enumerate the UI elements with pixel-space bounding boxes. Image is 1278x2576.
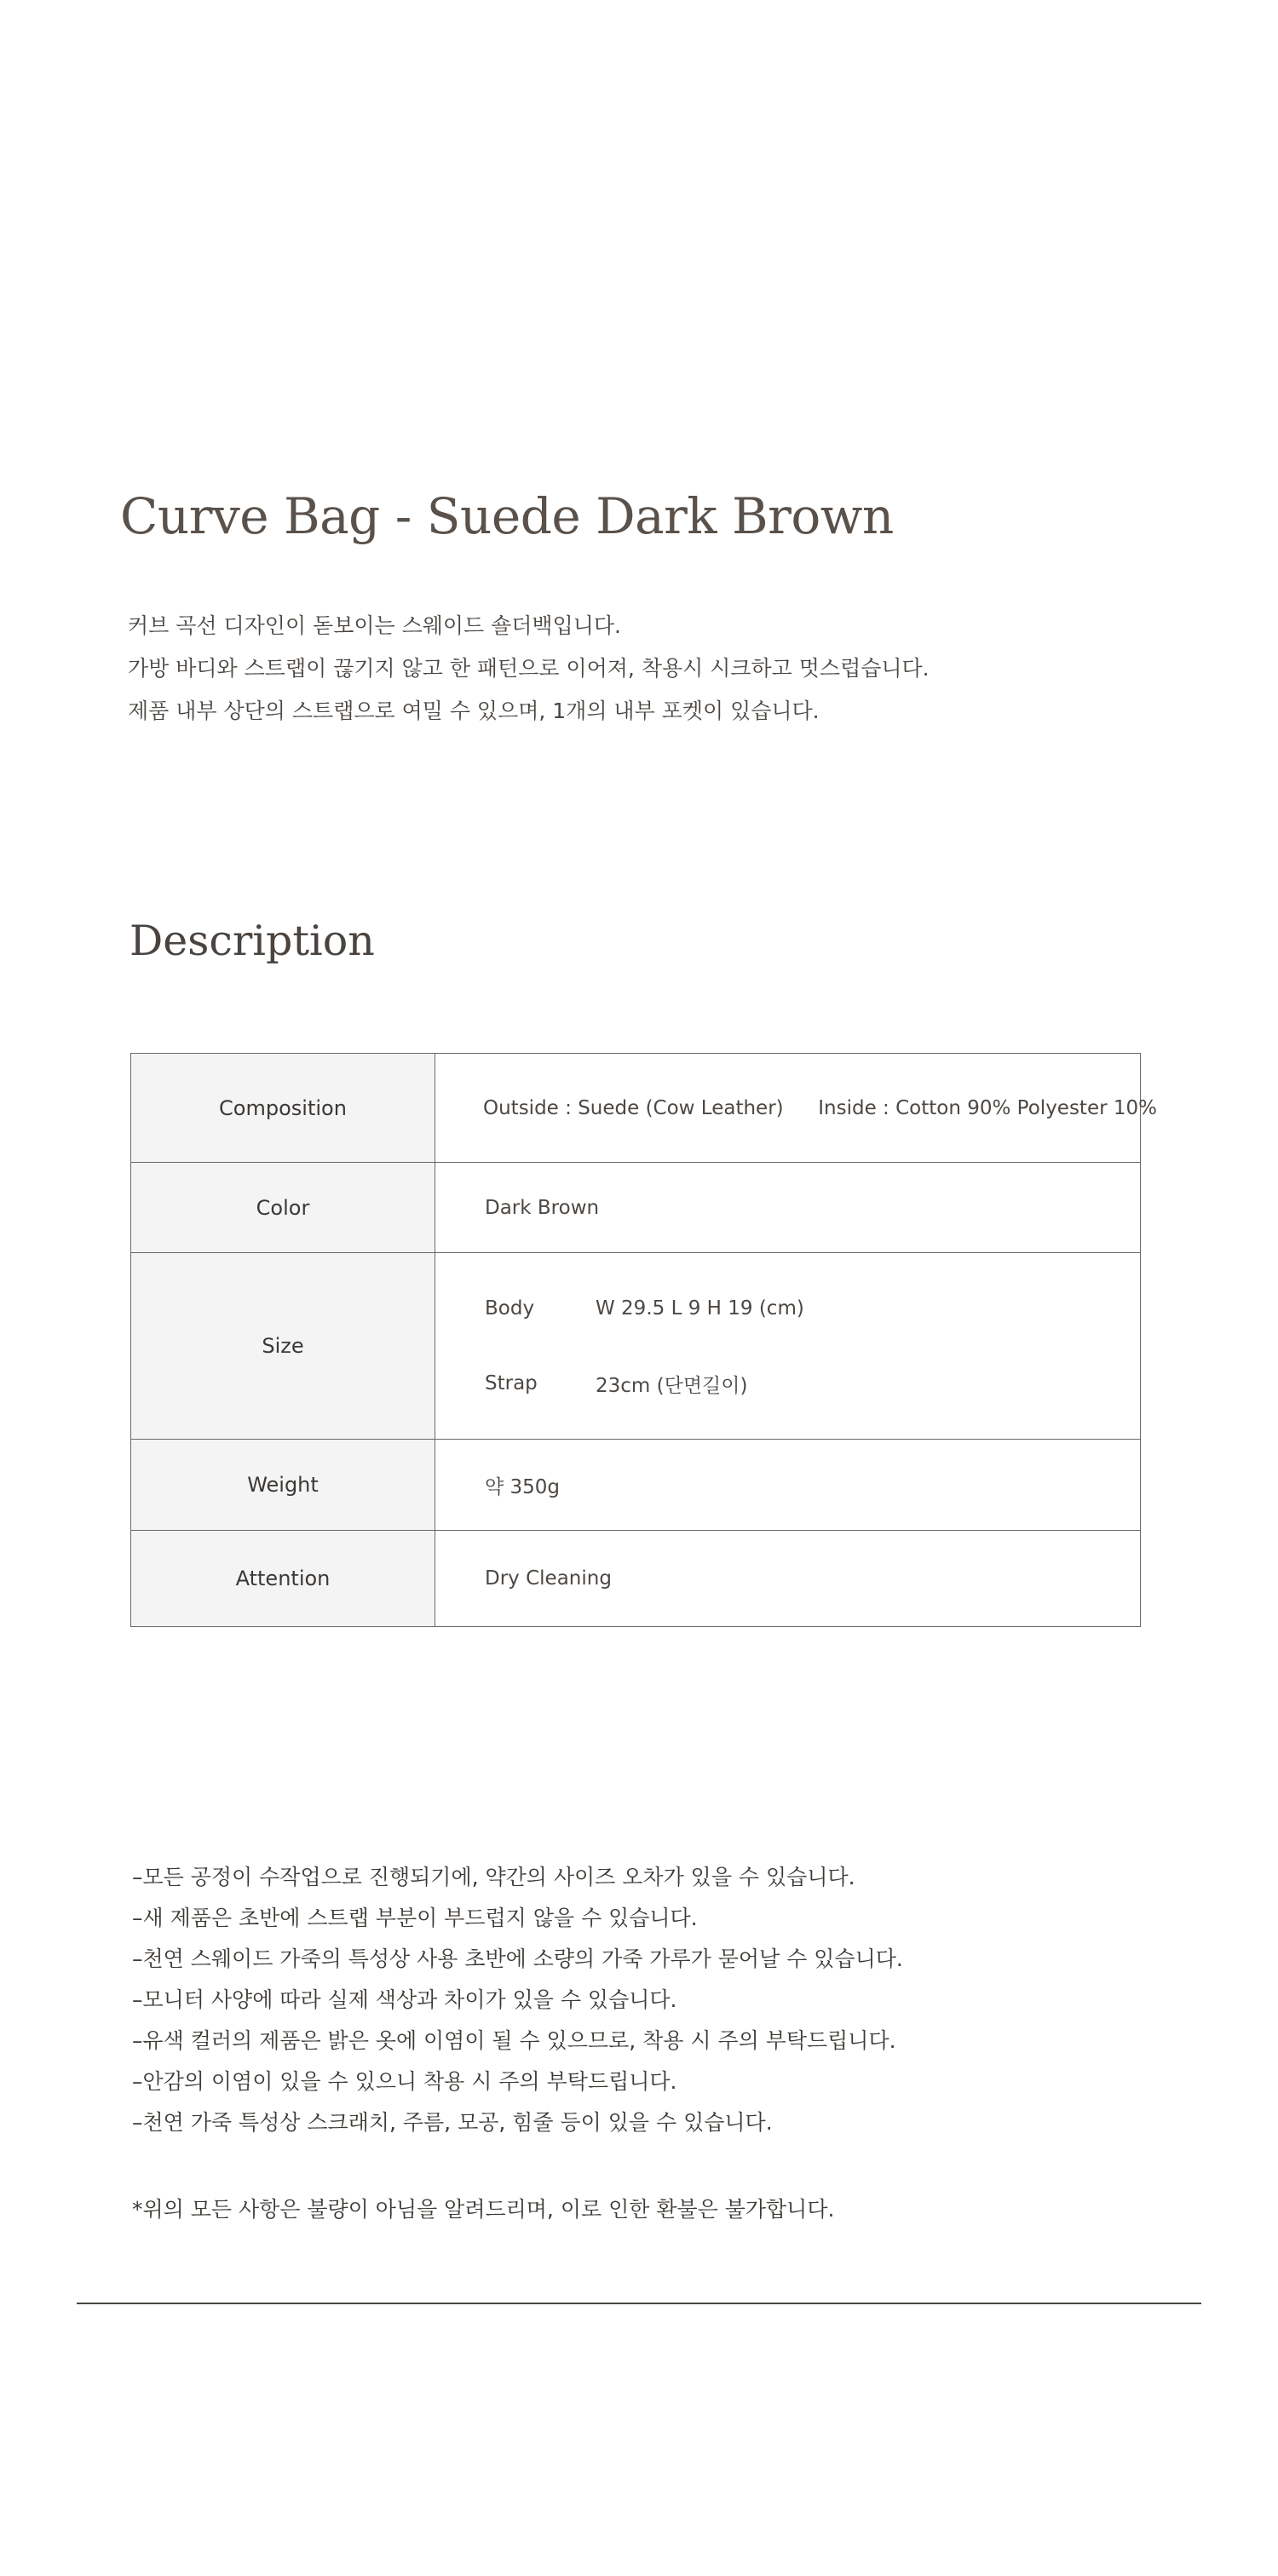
composition-outside: Outside : Suede (Cow Leather): [483, 1096, 784, 1119]
composition-label: Composition: [131, 1054, 435, 1163]
intro-line: 커브 곡선 디자인이 돋보이는 스웨이드 숄더백입니다.: [128, 613, 621, 638]
notice-item: –유색 컬러의 제품은 밝은 옷에 이염이 될 수 있으므로, 착용 시 주의 부탁드립니다.: [132, 2028, 896, 2053]
spec-table: [130, 1053, 1157, 1627]
composition-value: [435, 1054, 1157, 1163]
size-strap-row: [485, 1346, 1140, 1421]
care-notices: [132, 1857, 903, 2143]
size-strap-value: 23cm (단면길이): [596, 1374, 748, 1397]
notice-item: –모든 공정이 수작업으로 진행되기에, 약간의 사이즈 오차가 있을 수 있습니다.: [132, 1865, 855, 1889]
product-intro: [128, 605, 930, 733]
size-body-row: [485, 1271, 1140, 1346]
attention-label: Attention: [131, 1531, 435, 1627]
table-row-attention: [131, 1531, 1141, 1627]
size-label: Size: [131, 1253, 435, 1440]
product-title: Curve Bag - Suede Dark Brown: [120, 487, 894, 545]
notice-item: –천연 가죽 특성상 스크래치, 주름, 모공, 힘줄 등이 있을 수 있습니다.: [132, 2110, 773, 2135]
size-strap-label: Strap: [485, 1372, 538, 1394]
attention-value: Dry Cleaning: [435, 1531, 1141, 1627]
notice-item: –새 제품은 초반에 스트랩 부분이 부드럽지 않을 수 있습니다.: [132, 1906, 698, 1930]
intro-line: 가방 바디와 스트랩이 끊기지 않고 한 패턴으로 이어져, 착용시 시크하고 멋스럽습니다.: [128, 656, 930, 681]
color-value: Dark Brown: [435, 1163, 1141, 1253]
table-row-color: [131, 1163, 1141, 1253]
notice-item: –안감의 이염이 있을 수 있으니 착용 시 주의 부탁드립니다.: [132, 2069, 677, 2094]
size-body-value: W 29.5 L 9 H 19 (cm): [596, 1297, 804, 1320]
color-label: Color: [131, 1163, 435, 1253]
refund-disclaimer: *위의 모든 사항은 불량이 아님을 알려드리며, 이로 인한 환불은 불가합니다.: [132, 2197, 835, 2222]
intro-line: 제품 내부 상단의 스트랩으로 여밀 수 있으며, 1개의 내부 포켓이 있습니다.: [128, 699, 820, 723]
weight-label: Weight: [131, 1440, 435, 1531]
composition-inside: Inside : Cotton 90% Polyester 10%: [818, 1096, 1157, 1119]
description-heading: Description: [130, 917, 375, 965]
notice-item: –천연 스웨이드 가죽의 특성상 사용 초반에 소량의 가죽 가루가 묻어날 수 있습니다.: [132, 1946, 903, 1971]
table-row-composition: [131, 1054, 1141, 1163]
weight-value: 약 350g: [435, 1440, 1141, 1531]
table-row-size: [131, 1253, 1141, 1440]
notice-item: –모니터 사양에 따라 실제 색상과 차이가 있을 수 있습니다.: [132, 1987, 677, 2012]
size-body-label: Body: [485, 1297, 535, 1320]
table-row-weight: [131, 1440, 1141, 1531]
size-value: [435, 1253, 1141, 1440]
bottom-divider: [77, 2303, 1201, 2304]
